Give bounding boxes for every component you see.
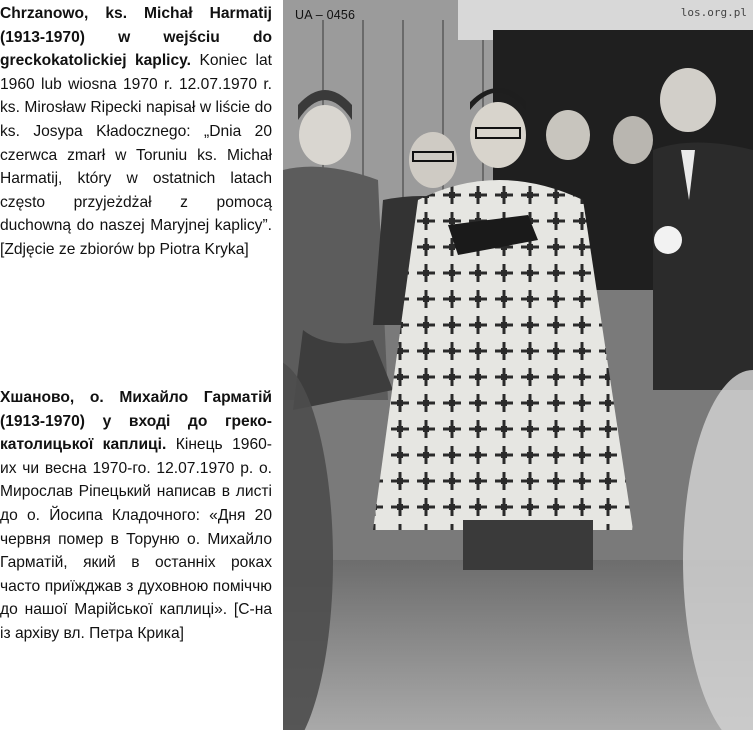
archival-photo <box>283 0 753 730</box>
caption-ukrainian-title: Хшаново, о. Михайло Гарматій (1913-1970) у вході до греко-католицької каплиці. <box>0 389 272 454</box>
caption-polish-body: Koniec lat 1960 lub wiosna 1970 r. 12.07.1970 r. ks. Mirosław Ripecki napisał w liście do ks. Josypa Kładocznego: „Dnia 20 czerwca zmarł w Toruniu ks. Michał Harmatij, który w ostatnich latach często przyjeżdżał z pomocą duchowną do naszej Maryjnej kaplicy”. [Zdjęcie ze zbiorów bp Piotra Kryka] <box>0 52 272 258</box>
caption-polish <box>0 2 272 262</box>
watermark-text: los.org.pl <box>680 6 747 19</box>
caption-polish-title: Chrzanowo, ks. Michał Harmatij (1913-1970) w wejściu do greckokatolickiej kaplicy. <box>0 5 272 70</box>
caption-ukrainian-body: Кінець 1960-их чи весна 1970-го. 12.07.1970 р. о. Мирослав Ріпецький написав в листі до о. Йосипа Кладочного: «Дня 20 червня помер в Торуню о. Михайло Гарматій, який в останніх роках часто приїжджав з духовною поміччю до нашої Марійської каплиці». [С-на із архіву вл. Петра Крика] <box>0 436 272 642</box>
caption-column <box>0 0 272 730</box>
photo-illustration <box>283 0 753 730</box>
archive-id-label: UA – 0456 <box>295 8 356 22</box>
caption-ukrainian <box>0 386 272 646</box>
